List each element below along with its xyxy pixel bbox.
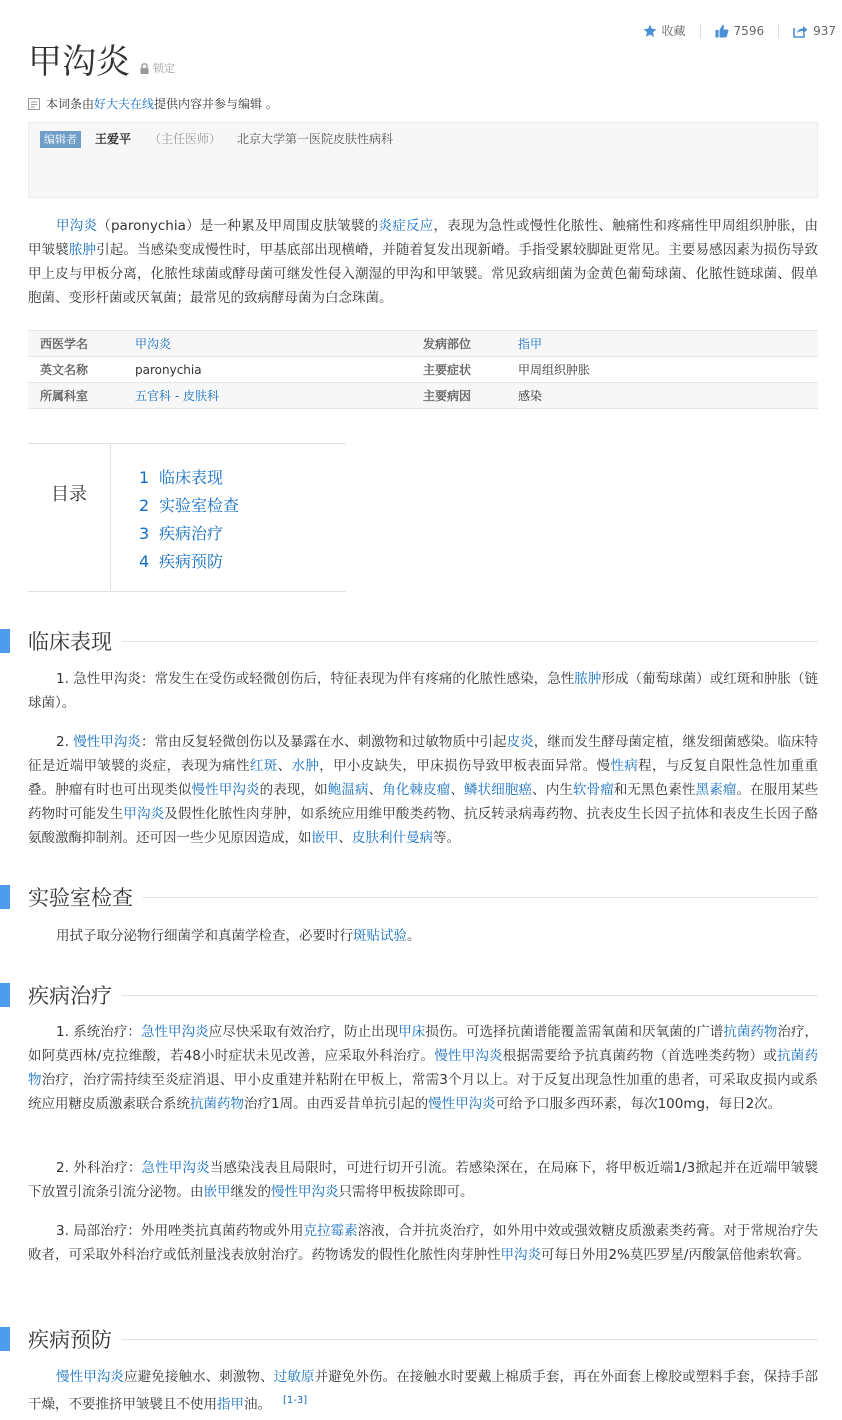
treatment-paragraph-3 — [28, 1219, 818, 1267]
lock-icon — [140, 63, 149, 74]
link[interactable]: 慢性甲沟炎 — [428, 1096, 496, 1112]
article-actions — [629, 22, 836, 39]
link[interactable]: 黑素瘤 — [695, 782, 737, 798]
like-count: 7596 — [733, 23, 765, 38]
title-row — [28, 42, 175, 82]
toc-item[interactable] — [139, 520, 239, 548]
link[interactable]: 角化棘皮瘤 — [382, 782, 451, 798]
info-label: 英文名称 — [40, 363, 89, 377]
clinical-paragraph-1 — [28, 667, 818, 715]
text: 等。 — [433, 830, 460, 846]
section-title: 实验室检查 — [28, 886, 133, 910]
divider — [700, 24, 701, 38]
page-title: 甲沟炎 — [28, 42, 130, 82]
thumbs-up-icon — [715, 24, 729, 38]
editor-tag: 编辑者 — [40, 131, 81, 148]
section-divider — [122, 1339, 818, 1340]
link[interactable]: 鲍温病 — [327, 782, 369, 798]
link[interactable]: 鳞状细胞癌 — [463, 782, 533, 798]
share-icon — [793, 24, 808, 38]
section-title: 疾病治疗 — [28, 984, 112, 1008]
intro-link-inflammation[interactable]: 炎症反应 — [378, 218, 434, 234]
link[interactable]: 慢性甲沟炎 — [434, 1048, 503, 1064]
info-table — [28, 330, 818, 409]
link[interactable]: 急性甲沟炎 — [141, 1160, 210, 1176]
info-row — [28, 383, 818, 409]
info-value: paronychia — [135, 362, 202, 377]
text: 。 — [407, 928, 421, 944]
toc-label: 疾病预防 — [159, 552, 224, 571]
intro-text: ，表现为急性或慢性化脓性、触痛性和疼痛性甲周组织肿胀，由甲皱襞 — [28, 218, 819, 258]
toc-label: 临床表现 — [159, 468, 224, 487]
section-header-prevention — [0, 1326, 818, 1352]
star-icon — [643, 24, 657, 38]
text: 用拭子取分泌物行细菌学和真菌学检查，必要时行 — [56, 928, 353, 944]
link[interactable]: 斑贴试验 — [353, 928, 407, 944]
text: 溶液，合并抗炎治疗，如外用中效或强效糖皮质激素类药膏。对于常规治疗失败者，可采取外科治疗或低剂量浅表放射治疗。药物诱发的假性化脓性肉芽肿性 — [28, 1223, 819, 1263]
intro-text: 引起。当感染变成慢性时，甲基底部出现横嵴，并随着复发出现新嵴。手指受累较脚趾更常见。主要易感因素为损伤导致甲上皮与甲板分离，化脓性球菌或酵母菌可继发性侵入潮湿的甲沟和甲皱襞。常见致病细菌为金黄色葡萄球菌、化脓性链球菌、假单胞菌、变形杆菌或厌氧菌；最常见的致病酵母菌为白念珠菌。 — [28, 242, 819, 306]
toc-number: 3 — [139, 524, 150, 543]
link[interactable]: 软骨瘤 — [572, 782, 614, 798]
toc-number: 4 — [139, 552, 150, 571]
section-divider — [122, 995, 818, 996]
text: ，继而发生酵母菌定植，继发细菌感染。临床特征是近端甲皱襞的炎症，表现为痛性 — [28, 734, 819, 774]
lock-label: 锁定 — [153, 62, 175, 75]
text: 根据需要给予抗真菌药物（首选唑类药物）或 — [502, 1048, 778, 1064]
info-row — [28, 357, 818, 383]
link[interactable]: 甲床 — [398, 1024, 426, 1040]
text: 应避免接触水、刺激物、 — [124, 1369, 274, 1385]
toc-label: 疾病治疗 — [159, 524, 224, 543]
link[interactable]: 慢性甲沟炎 — [73, 734, 141, 750]
treatment-paragraph-1 — [28, 1020, 818, 1116]
info-label: 所属科室 — [40, 389, 89, 403]
intro-paragraph — [28, 214, 818, 310]
toc-label: 实验室检查 — [159, 496, 240, 515]
text: 可每日外用2%莫匹罗星/丙酸氯倍他索软膏。 — [541, 1247, 810, 1263]
section-marker — [0, 629, 10, 653]
text: 、 — [368, 782, 383, 798]
link[interactable]: 急性甲沟炎 — [140, 1024, 209, 1040]
text: 、 — [338, 830, 352, 846]
text: 当感染浅表且局限时，可进行切开引流。若感染深在，在局麻下，将甲板近端1/3掀起并在近端甲皱襞下放置引流条引流分泌物。由 — [28, 1160, 818, 1200]
link[interactable]: 嵌甲 — [311, 830, 339, 846]
text: 2. 外科治疗： — [56, 1160, 142, 1176]
info-row — [28, 331, 818, 357]
section-marker — [0, 1327, 10, 1351]
toc-list — [111, 444, 239, 591]
link[interactable]: 嵌甲 — [203, 1184, 231, 1200]
link[interactable]: 抗菌药物 — [190, 1096, 244, 1112]
link[interactable]: 慢性甲沟炎 — [271, 1184, 339, 1200]
text: 1. 急性甲沟炎：常发生在受伤或轻微创伤后，特征表现为伴有疼痛的化脓性感染，急性 — [56, 671, 575, 687]
link[interactable]: 慢性甲沟炎 — [191, 782, 260, 798]
editor-name: 王爱平 — [95, 132, 132, 146]
link[interactable]: 甲沟炎 — [500, 1247, 541, 1263]
editor-org: 北京大学第一医院皮肤性病科 — [237, 132, 394, 146]
info-label: 主要症状 — [423, 363, 472, 377]
text: ：常由反复轻微创伤以及暴露在水、刺激物和过敏物质中引起 — [140, 734, 507, 750]
toc-item[interactable] — [139, 548, 239, 576]
text: ，甲小皮缺失，甲床损伤导致甲板表面异常。慢 — [319, 758, 611, 774]
section-divider — [143, 897, 818, 898]
section-title: 疾病预防 — [28, 1328, 112, 1352]
text: 的表现，如 — [259, 782, 328, 798]
link[interactable]: 红斑 — [249, 758, 278, 774]
source-suffix: 提供内容并参与编辑 。 — [154, 97, 278, 111]
info-value: 感染 — [518, 389, 543, 403]
divider — [778, 24, 779, 38]
info-value-link[interactable]: 五官科 - 皮肤科 — [135, 389, 219, 403]
info-value-link[interactable]: 甲沟炎 — [135, 337, 172, 351]
like-button[interactable] — [715, 24, 765, 38]
favorite-label: 收藏 — [661, 24, 686, 38]
lock-status — [140, 60, 175, 76]
info-value: 甲周组织肿胀 — [518, 363, 591, 377]
text: 损伤。可选择抗菌谱能覆盖需氧菌和厌氧菌的广谱 — [425, 1024, 724, 1040]
section-header-clinical — [0, 628, 818, 654]
favorite-button[interactable] — [643, 22, 686, 39]
source-line — [28, 95, 278, 112]
text: 及假性化脓性肉芽肿，如系统应用维甲酸类药物、抗反转录病毒药物、抗表皮生长因子抗体和表皮生长因子酪氨酸激酶抑制剂。还可因一些少见原因造成，如 — [28, 806, 819, 846]
info-value-link[interactable]: 指甲 — [518, 337, 543, 351]
source-prefix: 本词条由 — [46, 97, 95, 111]
section-title: 临床表现 — [28, 630, 112, 654]
text: 、内生 — [532, 782, 573, 798]
link[interactable]: 皮炎 — [506, 734, 534, 750]
share-count: 937 — [813, 23, 836, 38]
clinical-paragraph-2 — [28, 730, 818, 850]
table-of-contents — [28, 443, 346, 592]
toc-heading: 目录 — [28, 444, 111, 591]
link[interactable]: 抗菌药物 — [28, 1048, 819, 1088]
link[interactable]: 抗菌药物 — [723, 1024, 778, 1040]
text: 2. — [56, 734, 74, 750]
intro-link-paronychia[interactable]: 甲沟炎 — [56, 218, 98, 234]
link[interactable]: 性病 — [610, 758, 639, 774]
text: 3. 局部治疗：外用唑类抗真菌药物或外用 — [56, 1223, 304, 1239]
text: 治疗1周。由西妥昔单抗引起的 — [244, 1096, 429, 1112]
section-marker — [0, 885, 10, 909]
toc-number: 2 — [139, 496, 150, 515]
text: 可给予口服多西环素，每次100mg，每日2次。 — [495, 1096, 782, 1112]
info-label: 主要病因 — [423, 389, 472, 403]
toc-number: 1 — [139, 468, 150, 487]
text: 治疗，治疗需持续至炎症消退、甲小皮重建并粘附在甲板上，常需3个月以上。对于反复出现急性加重的患者，可采取皮损内或系统应用糖皮质激素联合系统 — [28, 1072, 819, 1112]
text: 、 — [450, 782, 464, 798]
section-header-lab — [0, 884, 818, 910]
share-button[interactable] — [793, 24, 836, 38]
editor-box — [28, 122, 818, 198]
treatment-paragraph-2 — [28, 1156, 818, 1204]
text: 治疗，如阿莫西林/克拉维酸，若48小时症状未见改善，应采取外科治疗。 — [28, 1024, 819, 1064]
link[interactable]: 指甲 — [217, 1396, 244, 1413]
link[interactable]: 皮肤利什曼病 — [352, 830, 433, 846]
text: 只需将甲板拔除即可。 — [338, 1184, 474, 1200]
text: 程，与反复自限性急性加重重叠。肿瘤有时也可出现类似 — [28, 758, 819, 798]
link[interactable]: 克拉霉素 — [303, 1223, 358, 1239]
link[interactable]: 甲沟炎 — [123, 806, 165, 822]
info-label: 西医学名 — [40, 337, 89, 351]
source-link[interactable]: 好大夫在线 — [94, 97, 155, 111]
editor-role: （主任医师） — [149, 132, 222, 146]
text: 形成（葡萄球菌）或红斑和肿胀（链球菌）。 — [28, 671, 819, 711]
prevention-paragraph — [28, 1365, 818, 1417]
link[interactable]: 慢性甲沟炎 — [56, 1369, 125, 1385]
section-header-treatment — [0, 982, 818, 1008]
link[interactable]: 过敏原 — [273, 1369, 315, 1385]
intro-text: （paronychia）是一种累及甲周围皮肤皱襞的 — [97, 218, 379, 234]
link[interactable]: 水肿 — [291, 758, 320, 774]
section-divider — [122, 641, 818, 642]
text: 和无黑色素性 — [613, 782, 696, 798]
text: 继发的 — [230, 1184, 271, 1200]
toc-item[interactable] — [139, 464, 239, 492]
info-label: 发病部位 — [423, 337, 472, 351]
text: 1. 系统治疗： — [56, 1024, 141, 1040]
toc-item[interactable] — [139, 492, 239, 520]
reference-link[interactable]: [1-3] — [283, 1395, 308, 1406]
lab-paragraph — [28, 924, 818, 948]
text: 并避免外伤。在接触水时要戴上棉质手套，再在外面套上橡胶或塑料手套，保持手部干燥，不要推挤甲皱襞且不使用 — [28, 1369, 819, 1413]
text: 、 — [277, 758, 292, 774]
link[interactable]: 脓肿 — [574, 671, 602, 687]
text: 。在服用某些药物时可能发生 — [28, 782, 819, 822]
section-marker — [0, 983, 10, 1007]
intro-link-abscess[interactable]: 脓肿 — [68, 242, 97, 258]
text: 油。 — [244, 1396, 271, 1413]
text: 应尽快采取有效治疗，防止出现 — [208, 1024, 399, 1040]
document-icon — [28, 98, 40, 110]
